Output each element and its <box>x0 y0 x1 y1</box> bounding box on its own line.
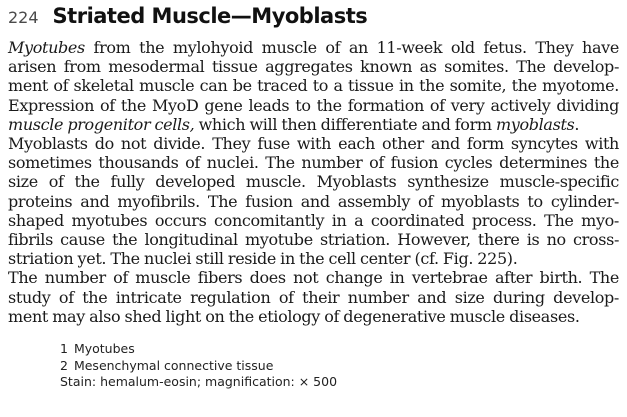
text-line: size of the fully developed muscle. Myoblasts synthesize muscle-specific <box>8 172 619 192</box>
text-line: Myoblasts do not divide. They fuse with each other and form syncytes with <box>8 134 619 154</box>
term-myoblasts: myoblasts <box>495 114 575 134</box>
term-muscle-progenitor-cells: muscle progenitor cells, <box>8 114 195 134</box>
text-line: Expression of the MyoD gene leads to the formation of very actively dividing <box>8 95 619 115</box>
page <box>8 4 619 391</box>
legend-number: 2 <box>60 357 68 373</box>
figure-legend <box>60 341 619 391</box>
text-line: proteins and myofibrils. The fusion and assembly of myoblasts to cylinder- <box>8 191 619 211</box>
text-line: arisen from mesodermal tissue aggregates known as somites. The develop- <box>8 57 619 77</box>
text-line: study of the intricate regulation of their number and size during develop- <box>8 287 619 307</box>
text-line: The number of muscle fibers does not change in vertebrae after birth. The <box>8 268 619 288</box>
text-line: shaped myotubes occurs concomitantly in a coordinated process. The myo- <box>8 210 619 230</box>
body-text <box>8 38 619 326</box>
text-line: muscle progenitor cells, which will then differentiate and form myoblasts. <box>8 114 580 134</box>
legend-label: Mesenchymal connective tissue <box>73 357 274 373</box>
term-myotubes: Myotubes <box>8 38 85 57</box>
text-line: ment may also shed light on the etiology of degenerative muscle diseases. <box>8 306 580 326</box>
page-title: Striated Muscle—Myoblasts <box>52 4 368 28</box>
page-number: 224 <box>8 8 39 27</box>
legend-label: Myotubes <box>73 341 135 357</box>
text-line: striation yet. The nuclei still reside in the cell center (cf. Fig. 225). <box>8 249 518 269</box>
text-line: fibrils cause the longitudinal myotube striation. However, there is no cross- <box>8 230 619 250</box>
stain-info: Stain: hemalum-eosin; magnification: × 500 <box>60 374 338 390</box>
text-line: Myotubes from the mylohyoid muscle of an 11-week old fetus. They have <box>8 38 619 57</box>
legend-number: 1 <box>60 341 68 357</box>
page-header <box>8 4 619 34</box>
legend-item <box>60 358 619 375</box>
text-line: ment of skeletal muscle can be traced to a tissue in the somite, the myotome. <box>8 76 619 96</box>
text-line: sometimes thousands of nuclei. The number of fusion cycles determines the <box>8 153 619 173</box>
legend-item <box>60 341 619 358</box>
